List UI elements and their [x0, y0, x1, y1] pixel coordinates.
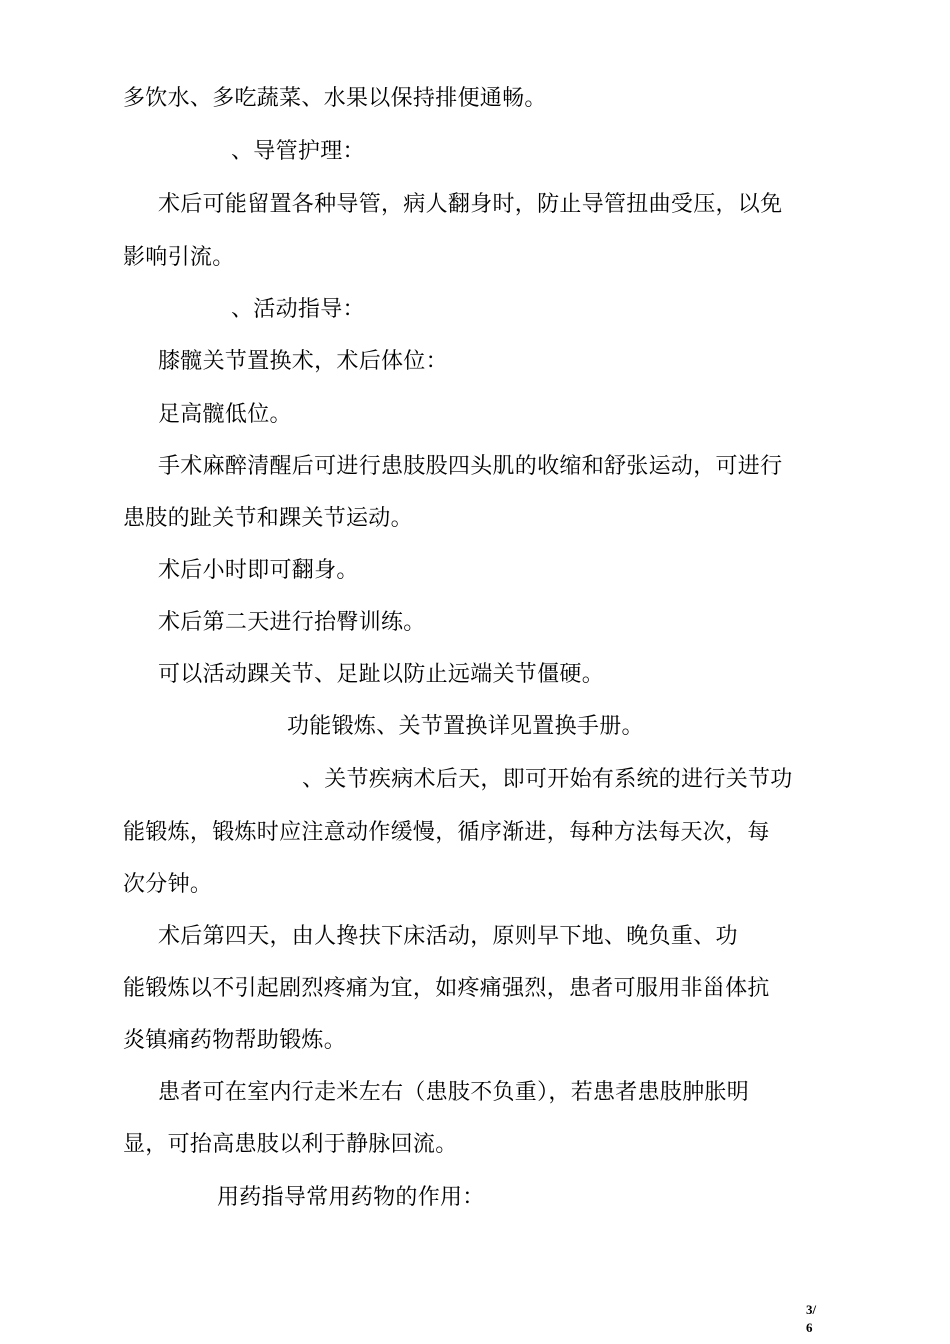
- page-number-bottom: 6: [806, 1320, 813, 1335]
- text-line: 术后第四天，由人搀扶下床活动，原则早下地、晚负重、功: [158, 924, 738, 949]
- text-line: 足高髋低位。: [158, 402, 292, 427]
- text-line: 多饮水、多吃蔬菜、水果以保持排便通畅。: [123, 86, 547, 111]
- text-line: 患肢的趾关节和踝关节运动。: [123, 506, 413, 531]
- text-line: 手术麻醉清醒后可进行患肢股四头肌的收缩和舒张运动，可进行: [158, 454, 783, 479]
- text-line: 能锻炼以不引起剧烈疼痛为宜，如疼痛强烈，患者可服用非甾体抗: [123, 976, 770, 1001]
- section-heading: 、活动指导：: [231, 297, 365, 322]
- text-line: 可以活动踝关节、足趾以防止远端关节僵硬。: [158, 662, 605, 687]
- section-heading: 用药指导常用药物的作用：: [217, 1185, 485, 1210]
- page-number-top: 3/: [806, 1302, 817, 1317]
- section-heading: 、导管护理：: [231, 139, 365, 164]
- text-line: 术后第二天进行抬臀训练。: [158, 610, 426, 635]
- text-line: 次分钟。: [123, 872, 213, 897]
- text-line: 显，可抬高患肢以利于静脉回流。: [123, 1132, 458, 1157]
- text-line: 术后小时即可翻身。: [158, 558, 359, 583]
- text-line: 能锻炼，锻炼时应注意动作缓慢，循序渐进，每种方法每天次，每: [123, 820, 770, 845]
- text-line: 患者可在室内行走米左右（患肢不负重），若患者患肢肿胀明: [158, 1080, 750, 1105]
- text-line: 影响引流。: [123, 245, 235, 270]
- text-line: 术后可能留置各种导管，病人翻身时，防止导管扭曲受压，以免: [158, 192, 783, 217]
- text-line: 炎镇痛药物帮助锻炼。: [123, 1028, 347, 1053]
- text-line: 膝髋关节置换术，术后体位：: [158, 349, 448, 374]
- text-line: 、关节疾病术后天，即可开始有系统的进行关节功: [302, 767, 793, 792]
- text-line: 功能锻炼、关节置换详见置换手册。: [287, 714, 644, 739]
